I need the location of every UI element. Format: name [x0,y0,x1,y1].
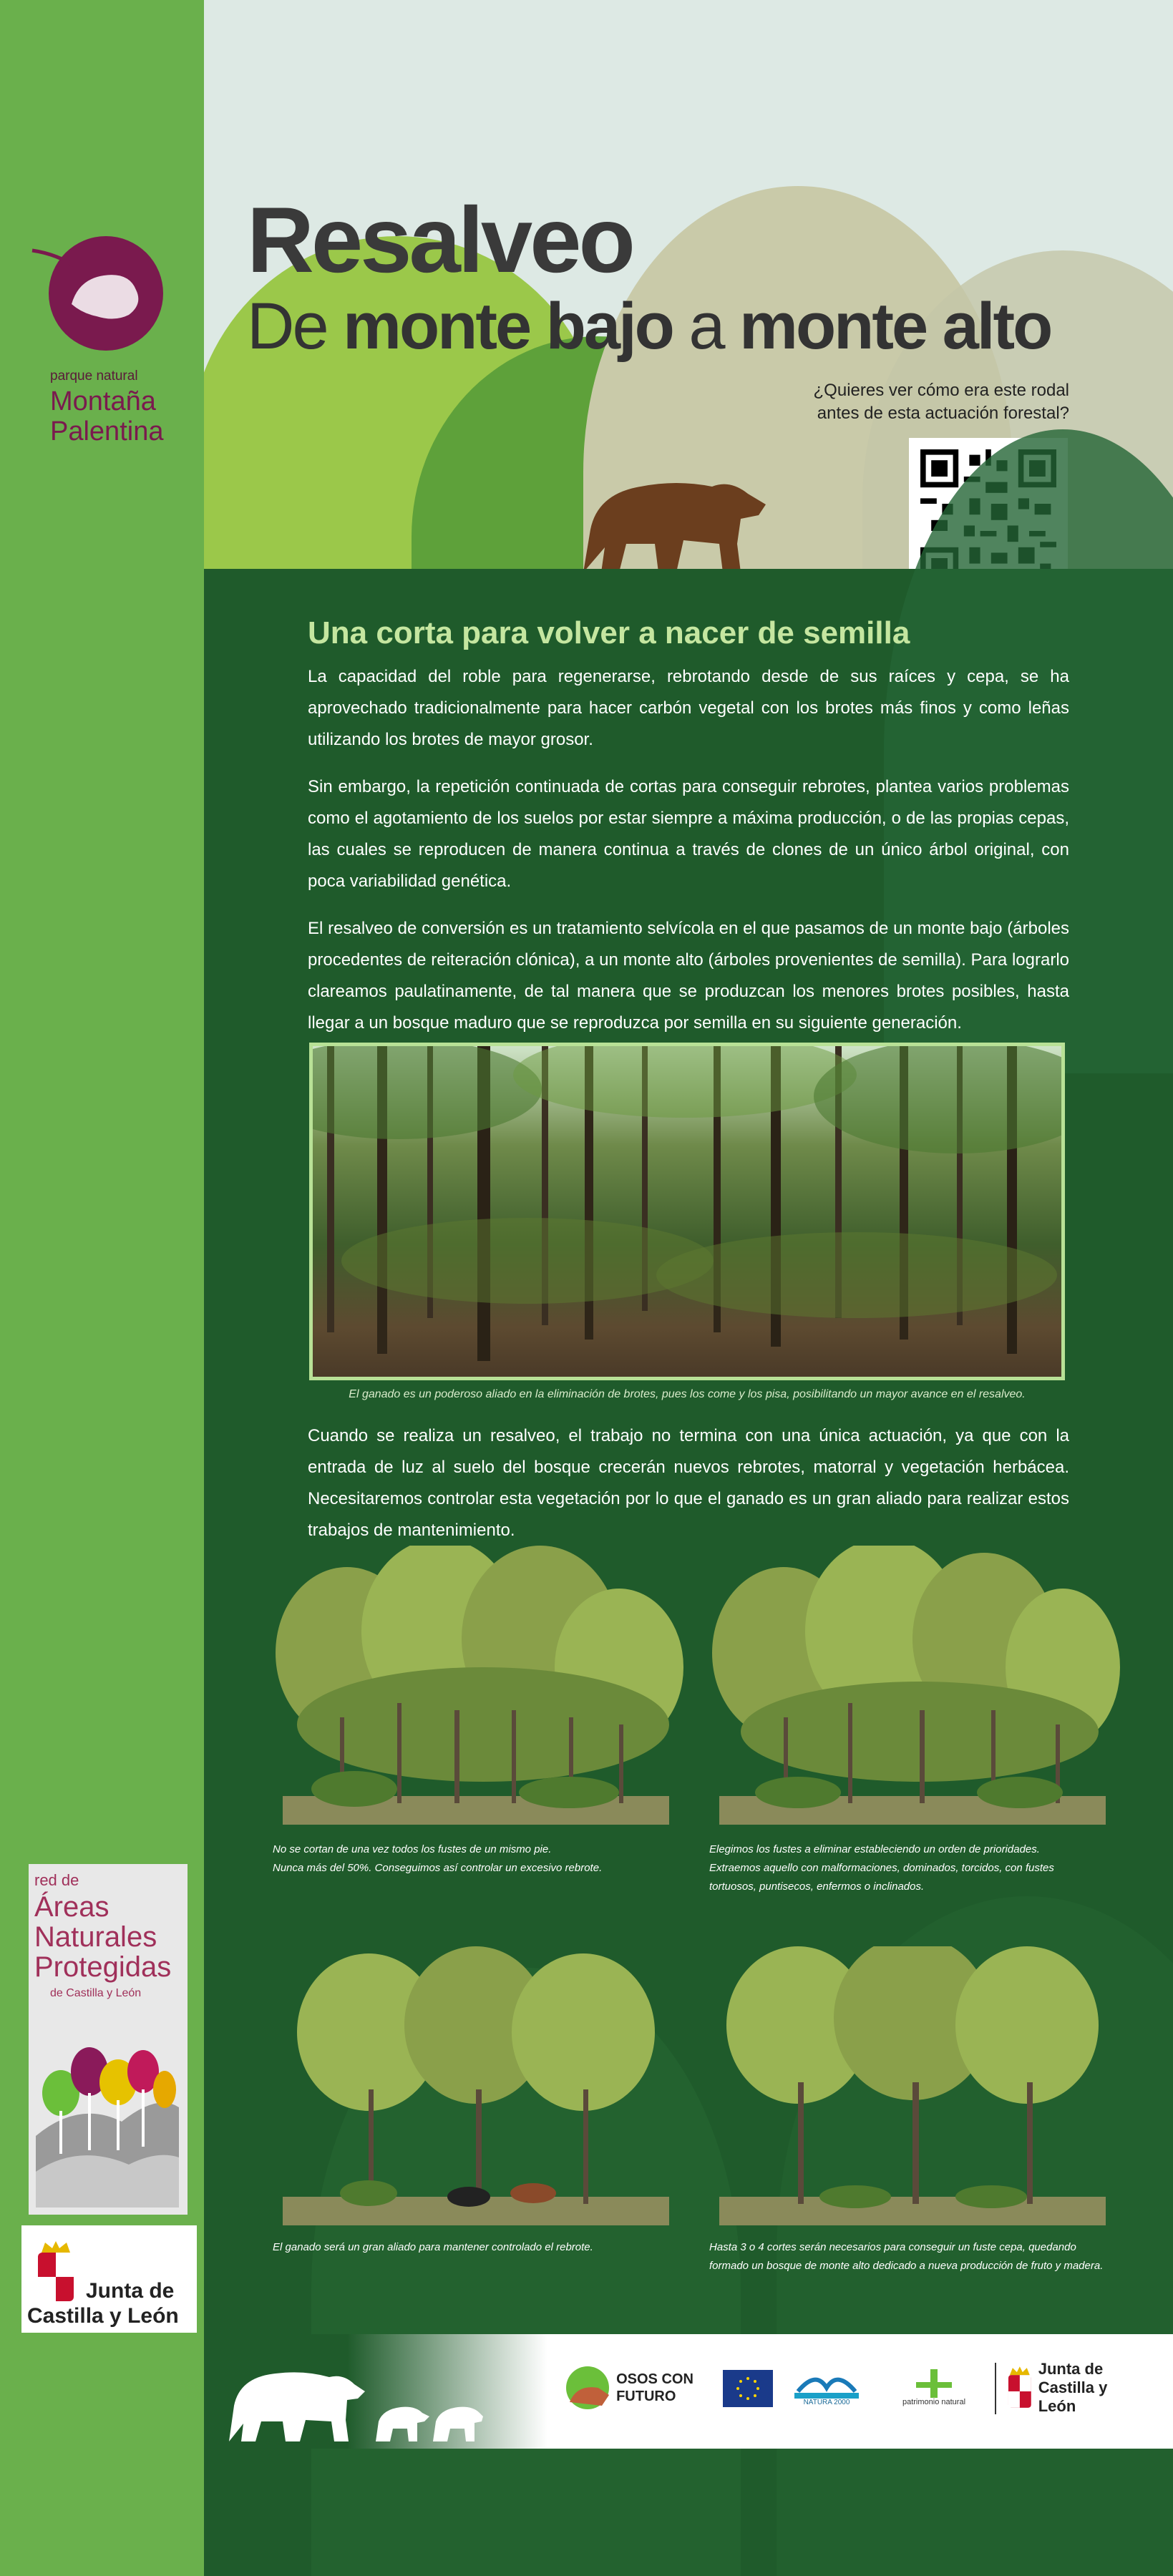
forest-photo [309,1043,1065,1380]
eu-stars-icon [726,2373,769,2404]
caption-line: tortuosos, puntisecos, enfermos o inclinados. [709,1880,925,1893]
junta-footer-line2: Castilla y León [1038,2379,1108,2415]
caption-line: Hasta 3 o 4 cortes serán necesarios para conseguir un fuste cepa, quedando [709,2241,1076,2253]
illustration-caption-3 [273,2238,673,2257]
park-name-line1: Montaña [50,386,156,416]
park-logo-icon [29,236,172,358]
footer-divider [995,2363,996,2414]
after-photo-paragraph: Cuando se realiza un resalveo, el trabajo no termina con una única actuación, ya que con la entrada de luz al suelo del bosque crecerán nuevos rebrotes, matorral y vegetación herbácea. Necesitaremos controlar esta vegetación por lo que el ganado es un gran aliado para realizar estos trabajos de mantenimiento. [308,1426,1069,1540]
qr-question-line2: antes de esta actuación forestal? [817,404,1069,423]
paragraph-1: La capacidad del roble para regenerarse, rebrotando desde de sus raíces y cepa, se ha aprovechado tradicionalmente para hacer carbón vegetal con los brotes más finos y como leñas utilizando los brotes de mayor grosor. [308,667,1069,749]
junta-line1: Junta de [86,2279,175,2303]
subtitle-bold2: monte alto [739,290,1051,363]
bear-silhouette-icon [576,465,769,569]
patrimonio-label: patrimonio natural [902,2398,966,2406]
selected-coppice-icon [705,1546,1127,1832]
illustration-4 [705,1946,1127,2233]
page-subtitle [247,290,1051,363]
page-title: Resalveo [247,187,633,292]
caption-line: formado un bosque de monte alto dedicado a nueva producción de fruto y madera. [709,2260,1104,2272]
bear-family-icon [225,2363,483,2441]
subtitle-part2: a [672,290,740,363]
illustration-caption-2 [709,1840,1110,1896]
dense-coppice-icon [268,1546,691,1832]
forest-trunks [313,1046,1061,1377]
mature-forest-icon [705,1946,1127,2233]
subtitle-bold1: monte bajo [343,290,673,363]
park-label-small: parque natural [50,369,138,384]
coat-of-arms-icon [34,2240,77,2304]
caption-line: Extraemos aquello con malformaciones, dominados, torcidos, con fustes [709,1862,1054,1874]
caption-line: Nunca más del 50%. Conseguimos así controlar un excesivo rebrote. [273,1862,603,1874]
bear-head-icon [559,2363,616,2413]
sidebar [0,0,204,2576]
park-name-line2: Palentina [50,416,164,447]
patrimonio-icon [909,2369,959,2398]
footer-bar [204,2334,1173,2449]
subtitle-part1: De [247,290,344,363]
natura-bird-icon [794,2370,859,2399]
junta-footer-logo [1006,2360,1149,2415]
eu-life-logo [723,2370,773,2407]
network-line1: Áreas [34,1891,109,1923]
network-logo [29,1864,188,2215]
network-trees-icon [36,2014,179,2207]
section-title: Una corta para volver a nacer de semilla [308,615,910,650]
network-prefix: red de [34,1871,79,1889]
grazing-cattle-icon [268,1946,691,2233]
osos-line2: FUTURO [616,2389,676,2404]
main-panel [204,0,1173,2576]
osos-con-futuro-logo [547,2363,705,2413]
osos-line1: OSOS CON [616,2371,693,2387]
patrimonio-natural-logo [884,2363,984,2413]
caption-line: Elegimos los fustes a eliminar estableciendo un orden de prioridades. [709,1843,1040,1855]
illustration-2 [705,1546,1127,1832]
content [308,615,1069,1039]
natura-label: NATURA 2000 [803,2398,850,2406]
qr-question-line1: ¿Quieres ver cómo era este rodal [813,381,1069,400]
coat-of-arms-icon [1006,2366,1034,2409]
network-line2: Naturales [34,1921,157,1953]
junta-line2: Castilla y León [27,2304,179,2328]
junta-logo [21,2225,197,2333]
network-line4: de Castilla y León [50,1987,142,1999]
photo-caption: El ganado es un poderoso aliado en la eliminación de brotes, pues los come y los pisa, posibilitando un mayor avance en el resalveo. [349,1388,1026,1400]
caption-line: No se cortan de una vez todos los fustes de un mismo pie. [273,1843,552,1855]
illustration-1 [268,1546,691,1832]
network-line3: Protegidas [34,1951,172,1983]
paragraph-3: El resalveo de conversión es un tratamiento selvícola en el que pasamos de un monte bajo (árboles procedentes de reiteración clónica), a un monte alto (árboles provenientes de semilla). Para lograrlo clareamos paulatinamente, de tal manera que se produzcan los menores brotes posibles, hasta llegar a un bosque maduro que se reproduzca por semilla en su siguiente generación. [308,919,1069,1033]
paragraph-2: Sin embargo, la repetición continuada de cortas para conseguir rebrotes, plantea varios problemas como el agotamiento de los suelos por estar siempre a máxima producción, o de las propias cepas, las cuales se reproducen de manera continua a través de clones de un único árbol original, con poca variabilidad genética. [308,777,1069,891]
caption-line: El ganado será un gran aliado para mantener controlado el rebrote. [273,2241,593,2253]
illustration-caption-1 [273,1840,673,1878]
illustration-caption-4 [709,2238,1110,2275]
qr-question [769,379,1069,425]
junta-footer-line1: Junta de [1038,2360,1104,2378]
illustration-3 [268,1946,691,2233]
natura-2000-logo [791,2363,862,2413]
